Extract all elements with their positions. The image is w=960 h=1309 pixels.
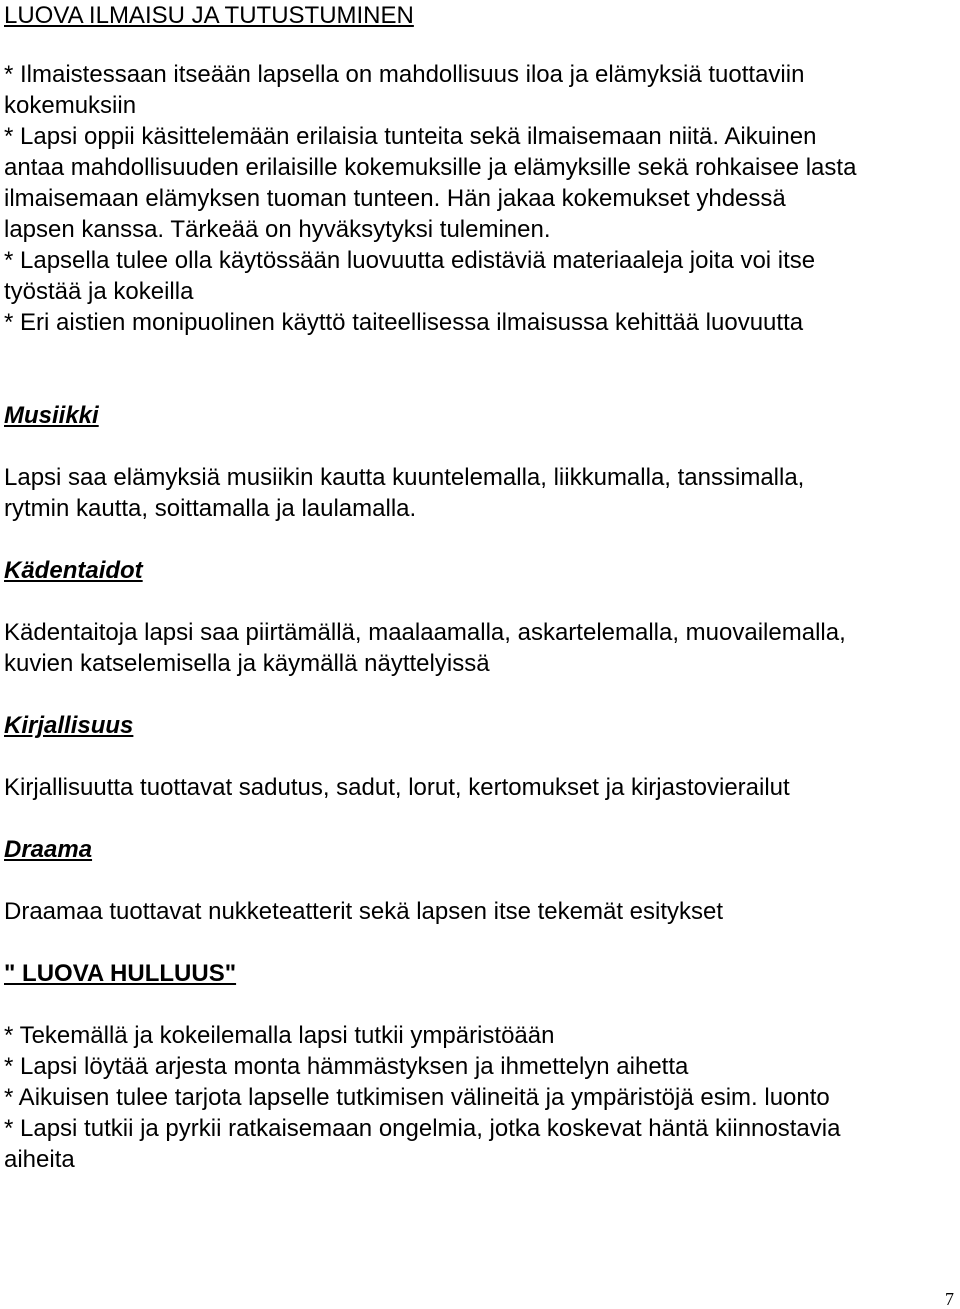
- page-title: LUOVA ILMAISU JA TUTUSTUMINEN: [4, 2, 414, 29]
- page-number: 7: [945, 1289, 954, 1309]
- section-musiikki: [4, 400, 954, 524]
- spacer: [4, 803, 954, 834]
- section-heading: Draama: [4, 836, 93, 863]
- spacer: [4, 524, 954, 555]
- spacer: [4, 865, 954, 896]
- section-line: Kirjallisuutta tuottavat sadutus, sadut, lorut, kertomukset ja kirjastovierailut: [4, 774, 790, 801]
- section-kadentaidot: [4, 555, 954, 679]
- intro-line: * Eri aistien monipuolinen käyttö taiteellisessa ilmaisussa kehittää luovuutta: [4, 309, 804, 336]
- section-line: * Aikuisen tulee tarjota lapselle tutkimisen välineitä ja ympäristöjä esim. luonto: [4, 1084, 830, 1111]
- spacer: [4, 338, 954, 400]
- intro-line: * Ilmaistessaan itseään lapsella on mahdollisuus iloa ja elämyksiä tuottaviin: [4, 61, 805, 88]
- spacer: [4, 927, 954, 958]
- section-line: * Lapsi tutkii ja pyrkii ratkaisemaan ongelmia, jotka koskevat häntä kiinnostavia: [4, 1115, 841, 1142]
- intro-line: ilmaisemaan elämyksen tuoman tunteen. Hän jakaa kokemukset yhdessä: [4, 185, 786, 212]
- spacer: [4, 586, 954, 617]
- spacer: [4, 989, 954, 1020]
- section-line: rytmin kautta, soittamalla ja laulamalla.: [4, 495, 417, 522]
- section-line: Draamaa tuottavat nukketeatterit sekä lapsen itse tekemät esitykset: [4, 898, 724, 925]
- section-luova-hulluus: [4, 958, 954, 1175]
- intro-line: antaa mahdollisuuden erilaisille kokemuksille ja elämyksille sekä rohkaisee lasta: [4, 154, 857, 181]
- section-heading: Musiikki: [4, 402, 99, 429]
- section-heading: Kirjallisuus: [4, 712, 134, 739]
- intro-line: lapsen kanssa. Tärkeää on hyväksytyksi tuleminen.: [4, 216, 551, 243]
- intro-block: [4, 59, 954, 338]
- section-kirjallisuus: [4, 710, 954, 803]
- intro-line: * Lapsi oppii käsittelemään erilaisia tunteita sekä ilmaisemaan niitä. Aikuinen: [4, 123, 817, 150]
- section-heading: " LUOVA HULLUUS": [4, 960, 237, 987]
- document-page: [4, 0, 954, 1175]
- spacer: [4, 31, 954, 57]
- intro-line: * Lapsella tulee olla käytössään luovuutta edistäviä materiaaleja joita voi itse: [4, 247, 816, 274]
- spacer: [4, 741, 954, 772]
- spacer: [4, 679, 954, 710]
- section-line: aiheita: [4, 1146, 75, 1173]
- section-line: * Lapsi löytää arjesta monta hämmästyksen ja ihmettelyn aihetta: [4, 1053, 689, 1080]
- section-heading: Kädentaidot: [4, 557, 143, 584]
- section-line: Lapsi saa elämyksiä musiikin kautta kuuntelemalla, liikkumalla, tanssimalla,: [4, 464, 805, 491]
- section-line: Kädentaitoja lapsi saa piirtämällä, maalaamalla, askartelemalla, muovailemalla,: [4, 619, 846, 646]
- section-line: kuvien katselemisella ja käymällä näyttelyissä: [4, 650, 490, 677]
- intro-line: kokemuksiin: [4, 92, 137, 119]
- intro-line: työstää ja kokeilla: [4, 278, 194, 305]
- section-draama: [4, 834, 954, 927]
- section-line: * Tekemällä ja kokeilemalla lapsi tutkii ympäristöään: [4, 1022, 555, 1049]
- spacer: [4, 431, 954, 462]
